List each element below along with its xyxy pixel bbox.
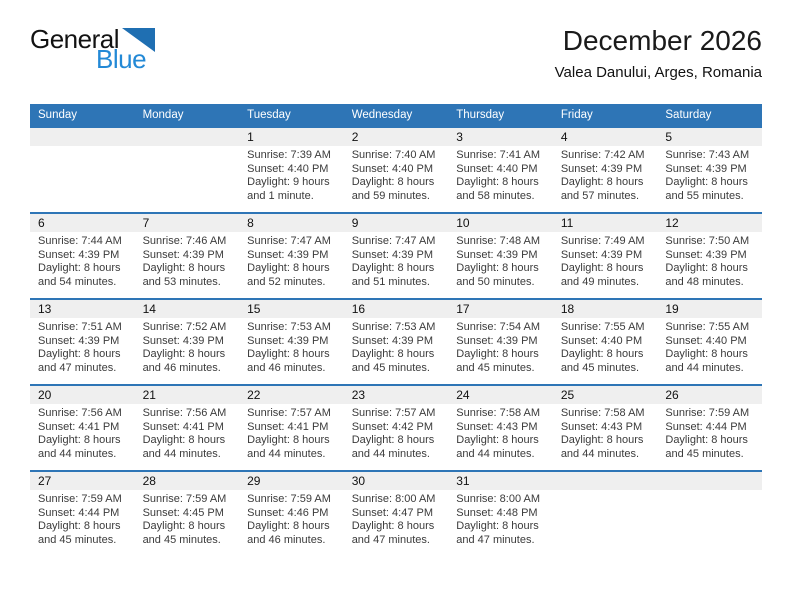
day-sunrise-text: Sunrise: 8:00 AM — [351, 493, 436, 505]
day-number: 22 — [239, 386, 344, 404]
day-sunset-text: Sunset: 4:40 PM — [351, 162, 434, 175]
page-subtitle: Valea Danului, Arges, Romania — [554, 63, 762, 81]
day-cell-7 — [135, 213, 240, 299]
day-cell-19 — [657, 299, 762, 385]
day-sunrise-text: Sunrise: 7:52 AM — [142, 321, 227, 333]
day-cell-4 — [553, 127, 658, 213]
day-cell-22 — [239, 385, 344, 471]
day-details — [553, 232, 658, 289]
day-number: 18 — [553, 300, 658, 318]
title-block — [555, 26, 762, 81]
day-sunrise-text: Sunrise: 7:39 AM — [247, 149, 331, 161]
day-details — [344, 318, 449, 375]
day-sunset-text: Sunset: 4:44 PM — [665, 420, 747, 433]
day-sunrise-text: Sunrise: 7:59 AM — [247, 493, 331, 505]
day-sunrise-text: Sunrise: 7:55 AM — [560, 321, 645, 333]
day-details — [30, 232, 135, 289]
day-daylight-text: Daylight: 8 hours and 44 minutes. — [560, 434, 644, 460]
day-cell-6 — [30, 213, 135, 299]
day-daylight-text: Daylight: 8 hours and 44 minutes. — [142, 434, 226, 460]
day-daylight-text: Daylight: 8 hours and 52 minutes. — [247, 262, 330, 288]
day-sunset-text: Sunset: 4:46 PM — [247, 506, 329, 519]
day-number: 29 — [239, 472, 344, 490]
week-row — [30, 471, 762, 557]
day-sunset-text: Sunset: 4:40 PM — [560, 334, 643, 347]
day-sunrise-text: Sunrise: 7:47 AM — [247, 235, 331, 247]
weekday-header-row — [30, 104, 762, 127]
day-daylight-text: Daylight: 8 hours and 45 minutes. — [560, 348, 644, 374]
day-daylight-text: Daylight: 8 hours and 44 minutes. — [351, 434, 435, 460]
week-row — [30, 299, 762, 385]
day-cell-27 — [30, 471, 135, 557]
page-title: December 2026 — [562, 25, 762, 56]
day-details — [135, 318, 240, 375]
day-details — [657, 146, 762, 203]
day-number — [553, 472, 658, 490]
day-number: 13 — [30, 300, 135, 318]
day-details — [448, 146, 553, 203]
day-sunrise-text: Sunrise: 7:40 AM — [351, 149, 436, 161]
day-sunset-text: Sunset: 4:44 PM — [38, 506, 120, 519]
day-sunset-text: Sunset: 4:40 PM — [665, 334, 747, 347]
weekday-header-saturday: Saturday — [657, 104, 762, 127]
day-sunset-text: Sunset: 4:41 PM — [142, 420, 224, 433]
weekday-header-tuesday: Tuesday — [239, 104, 344, 127]
day-sunset-text: Sunset: 4:41 PM — [247, 420, 329, 433]
day-sunset-text: Sunset: 4:39 PM — [38, 334, 120, 347]
day-number: 31 — [448, 472, 553, 490]
logo-text-blue: Blue — [96, 44, 147, 74]
day-number: 17 — [448, 300, 553, 318]
day-number: 3 — [448, 128, 553, 146]
day-daylight-text: Daylight: 8 hours and 44 minutes. — [665, 348, 748, 374]
day-sunset-text: Sunset: 4:39 PM — [351, 334, 434, 347]
day-sunrise-text: Sunrise: 7:51 AM — [38, 321, 122, 333]
day-cell-29 — [239, 471, 344, 557]
day-sunrise-text: Sunrise: 7:57 AM — [247, 407, 331, 419]
day-sunset-text: Sunset: 4:45 PM — [142, 506, 224, 519]
day-daylight-text: Daylight: 8 hours and 45 minutes. — [142, 520, 226, 546]
day-sunset-text: Sunset: 4:39 PM — [247, 248, 329, 261]
day-sunset-text: Sunset: 4:39 PM — [38, 248, 120, 261]
day-details — [553, 404, 658, 461]
day-cell-28 — [135, 471, 240, 557]
day-sunrise-text: Sunrise: 7:56 AM — [38, 407, 122, 419]
day-sunset-text: Sunset: 4:39 PM — [142, 334, 224, 347]
day-sunrise-text: Sunrise: 7:53 AM — [247, 321, 331, 333]
day-number: 10 — [448, 214, 553, 232]
day-details — [135, 490, 240, 547]
day-daylight-text: Daylight: 8 hours and 57 minutes. — [560, 176, 644, 202]
weekday-header-sunday: Sunday — [30, 104, 135, 127]
day-details — [553, 318, 658, 375]
day-sunrise-text: Sunrise: 8:00 AM — [456, 493, 541, 505]
day-daylight-text: Daylight: 9 hours and 1 minute. — [247, 176, 330, 202]
day-cell-5 — [657, 127, 762, 213]
day-daylight-text: Daylight: 8 hours and 45 minutes. — [456, 348, 539, 374]
day-sunrise-text: Sunrise: 7:59 AM — [665, 407, 750, 419]
day-cell-17 — [448, 299, 553, 385]
day-details — [135, 404, 240, 461]
day-sunset-text: Sunset: 4:48 PM — [456, 506, 538, 519]
week-row — [30, 213, 762, 299]
day-cell-empty — [553, 471, 658, 557]
day-sunrise-text: Sunrise: 7:44 AM — [38, 235, 122, 247]
day-sunset-text: Sunset: 4:39 PM — [665, 162, 747, 175]
weekday-header-friday: Friday — [553, 104, 658, 127]
day-cell-3 — [448, 127, 553, 213]
day-daylight-text: Daylight: 8 hours and 48 minutes. — [665, 262, 748, 288]
day-details — [239, 146, 344, 203]
day-sunrise-text: Sunrise: 7:53 AM — [351, 321, 436, 333]
day-number: 14 — [135, 300, 240, 318]
day-sunset-text: Sunset: 4:39 PM — [560, 162, 643, 175]
day-cell-20 — [30, 385, 135, 471]
day-cell-25 — [553, 385, 658, 471]
day-details — [239, 318, 344, 375]
week-row — [30, 385, 762, 471]
day-number: 15 — [239, 300, 344, 318]
day-sunrise-text: Sunrise: 7:50 AM — [665, 235, 750, 247]
day-sunset-text: Sunset: 4:42 PM — [351, 420, 434, 433]
weekday-header-thursday: Thursday — [448, 104, 553, 127]
day-details — [30, 404, 135, 461]
day-sunrise-text: Sunrise: 7:42 AM — [560, 149, 645, 161]
day-number: 5 — [657, 128, 762, 146]
day-sunset-text: Sunset: 4:43 PM — [560, 420, 643, 433]
day-number: 7 — [135, 214, 240, 232]
day-cell-12 — [657, 213, 762, 299]
day-number: 24 — [448, 386, 553, 404]
day-sunset-text: Sunset: 4:39 PM — [142, 248, 224, 261]
day-sunrise-text: Sunrise: 7:58 AM — [456, 407, 541, 419]
day-number: 27 — [30, 472, 135, 490]
day-daylight-text: Daylight: 8 hours and 47 minutes. — [456, 520, 539, 546]
day-sunrise-text: Sunrise: 7:58 AM — [560, 407, 645, 419]
day-number: 11 — [553, 214, 658, 232]
day-daylight-text: Daylight: 8 hours and 47 minutes. — [351, 520, 435, 546]
day-cell-8 — [239, 213, 344, 299]
day-sunrise-text: Sunrise: 7:47 AM — [351, 235, 436, 247]
day-number: 8 — [239, 214, 344, 232]
day-sunrise-text: Sunrise: 7:59 AM — [142, 493, 227, 505]
day-details — [239, 404, 344, 461]
day-number: 26 — [657, 386, 762, 404]
week-row — [30, 127, 762, 213]
day-number: 12 — [657, 214, 762, 232]
day-sunset-text: Sunset: 4:40 PM — [456, 162, 538, 175]
day-details — [657, 318, 762, 375]
day-number: 4 — [553, 128, 658, 146]
day-daylight-text: Daylight: 8 hours and 58 minutes. — [456, 176, 539, 202]
calendar-body — [30, 127, 762, 557]
day-details — [553, 146, 658, 203]
day-details — [30, 490, 135, 547]
day-sunset-text: Sunset: 4:39 PM — [560, 248, 643, 261]
day-daylight-text: Daylight: 8 hours and 44 minutes. — [456, 434, 539, 460]
day-number: 30 — [344, 472, 449, 490]
logo-text-general: General — [30, 24, 119, 54]
day-details — [344, 146, 449, 203]
day-sunrise-text: Sunrise: 7:43 AM — [665, 149, 750, 161]
day-sunset-text: Sunset: 4:43 PM — [456, 420, 538, 433]
day-number: 23 — [344, 386, 449, 404]
day-sunset-text: Sunset: 4:39 PM — [456, 334, 538, 347]
day-daylight-text: Daylight: 8 hours and 45 minutes. — [38, 520, 121, 546]
day-daylight-text: Daylight: 8 hours and 54 minutes. — [38, 262, 121, 288]
day-details — [344, 490, 449, 547]
day-cell-1 — [239, 127, 344, 213]
day-cell-10 — [448, 213, 553, 299]
day-sunrise-text: Sunrise: 7:41 AM — [456, 149, 541, 161]
weekday-header-monday: Monday — [135, 104, 240, 127]
day-cell-31 — [448, 471, 553, 557]
day-details — [239, 490, 344, 547]
day-number: 1 — [239, 128, 344, 146]
day-daylight-text: Daylight: 8 hours and 50 minutes. — [456, 262, 539, 288]
day-sunrise-text: Sunrise: 7:46 AM — [142, 235, 227, 247]
day-cell-16 — [344, 299, 449, 385]
day-daylight-text: Daylight: 8 hours and 47 minutes. — [38, 348, 121, 374]
day-details — [657, 232, 762, 289]
day-daylight-text: Daylight: 8 hours and 44 minutes. — [38, 434, 121, 460]
day-number: 28 — [135, 472, 240, 490]
day-sunrise-text: Sunrise: 7:55 AM — [665, 321, 750, 333]
day-details — [344, 232, 449, 289]
day-daylight-text: Daylight: 8 hours and 46 minutes. — [247, 348, 330, 374]
day-cell-9 — [344, 213, 449, 299]
day-daylight-text: Daylight: 8 hours and 59 minutes. — [351, 176, 435, 202]
day-cell-15 — [239, 299, 344, 385]
day-daylight-text: Daylight: 8 hours and 44 minutes. — [247, 434, 330, 460]
day-number: 19 — [657, 300, 762, 318]
page-header — [0, 0, 792, 88]
calendar-table — [30, 104, 762, 557]
day-number: 6 — [30, 214, 135, 232]
day-cell-18 — [553, 299, 658, 385]
day-cell-empty — [135, 127, 240, 213]
day-daylight-text: Daylight: 8 hours and 51 minutes. — [351, 262, 435, 288]
day-cell-24 — [448, 385, 553, 471]
day-number — [30, 128, 135, 146]
day-details — [448, 404, 553, 461]
day-number — [657, 472, 762, 490]
day-details — [239, 232, 344, 289]
weekday-header-wednesday: Wednesday — [344, 104, 449, 127]
day-cell-26 — [657, 385, 762, 471]
day-number: 25 — [553, 386, 658, 404]
day-number: 2 — [344, 128, 449, 146]
day-sunset-text: Sunset: 4:47 PM — [351, 506, 434, 519]
day-cell-23 — [344, 385, 449, 471]
day-cell-21 — [135, 385, 240, 471]
day-number: 20 — [30, 386, 135, 404]
day-details — [448, 232, 553, 289]
day-sunset-text: Sunset: 4:39 PM — [456, 248, 538, 261]
day-sunrise-text: Sunrise: 7:48 AM — [456, 235, 541, 247]
day-cell-11 — [553, 213, 658, 299]
day-cell-2 — [344, 127, 449, 213]
day-sunrise-text: Sunrise: 7:54 AM — [456, 321, 541, 333]
day-cell-13 — [30, 299, 135, 385]
day-cell-empty — [657, 471, 762, 557]
day-number: 21 — [135, 386, 240, 404]
day-details — [344, 404, 449, 461]
day-number — [135, 128, 240, 146]
day-sunset-text: Sunset: 4:39 PM — [247, 334, 329, 347]
day-details — [448, 490, 553, 547]
day-cell-30 — [344, 471, 449, 557]
day-sunset-text: Sunset: 4:39 PM — [351, 248, 434, 261]
day-cell-14 — [135, 299, 240, 385]
day-details — [135, 232, 240, 289]
day-details — [448, 318, 553, 375]
day-number: 16 — [344, 300, 449, 318]
day-daylight-text: Daylight: 8 hours and 45 minutes. — [351, 348, 435, 374]
day-daylight-text: Daylight: 8 hours and 49 minutes. — [560, 262, 644, 288]
day-sunrise-text: Sunrise: 7:57 AM — [351, 407, 436, 419]
day-sunset-text: Sunset: 4:39 PM — [665, 248, 747, 261]
day-details — [30, 318, 135, 375]
day-daylight-text: Daylight: 8 hours and 46 minutes. — [247, 520, 330, 546]
day-sunset-text: Sunset: 4:41 PM — [38, 420, 120, 433]
day-daylight-text: Daylight: 8 hours and 45 minutes. — [665, 434, 748, 460]
day-daylight-text: Daylight: 8 hours and 46 minutes. — [142, 348, 226, 374]
day-details — [657, 404, 762, 461]
day-daylight-text: Daylight: 8 hours and 53 minutes. — [142, 262, 226, 288]
day-number: 9 — [344, 214, 449, 232]
day-sunset-text: Sunset: 4:40 PM — [247, 162, 329, 175]
day-cell-empty — [30, 127, 135, 213]
day-sunrise-text: Sunrise: 7:49 AM — [560, 235, 645, 247]
day-sunrise-text: Sunrise: 7:59 AM — [38, 493, 122, 505]
day-sunrise-text: Sunrise: 7:56 AM — [142, 407, 227, 419]
day-daylight-text: Daylight: 8 hours and 55 minutes. — [665, 176, 748, 202]
general-blue-logo — [30, 26, 155, 72]
